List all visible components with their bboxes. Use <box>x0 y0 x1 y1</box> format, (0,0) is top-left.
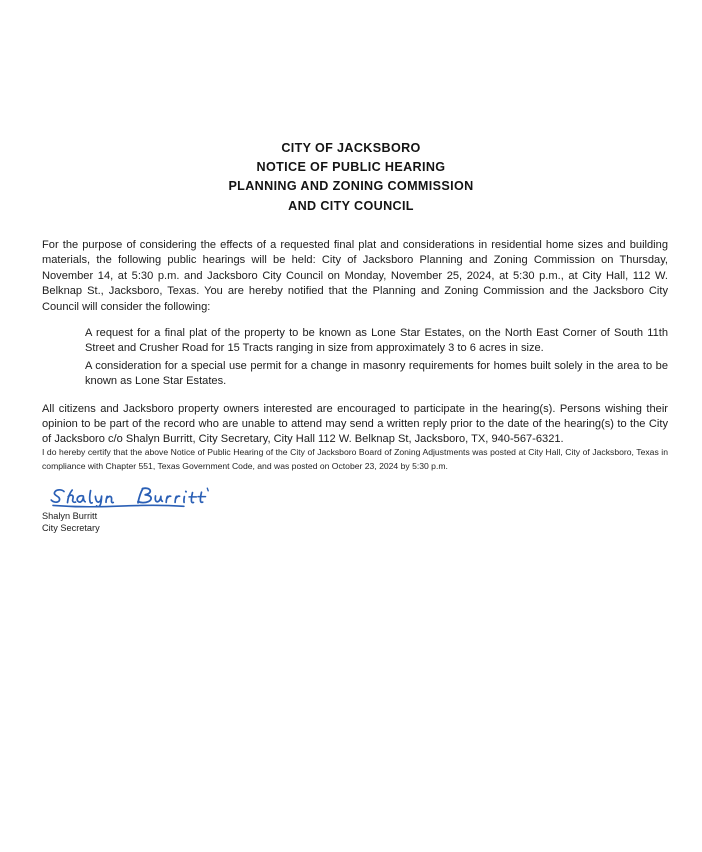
heading-line-commission: PLANNING AND ZONING COMMISSION <box>228 179 474 194</box>
paragraph-certification: I do hereby certify that the above Notice of Public Hearing of the City of Jacksboro Board of Zoning Adjustments was posted at City Hall, City of Jacksboro, Texas in compliance with Chapter 551, Texas Government Code, and was posted on October 23, 2024 by 5:30 p.m. <box>42 447 668 471</box>
certification-block <box>42 446 668 473</box>
signature-printed-name: Shalyn Burritt <box>42 511 98 521</box>
signature-block <box>42 485 342 534</box>
document-heading <box>0 139 702 216</box>
paragraph-participation: All citizens and Jacksboro property owners interested are encouraged to participate in the hearing(s). Persons wishing their opinion to be part of the record who are unable to attend may send a written reply prior to the date of the hearing(s) to the City of Jacksboro c/o Shalyn Burritt, City Secretary, City Hall 112 W. Belknap St, Jacksboro, TX, 940-567-6321. <box>42 402 668 446</box>
handwritten-signature <box>42 485 232 511</box>
spacer <box>42 390 668 402</box>
heading-line-council: AND CITY COUNCIL <box>288 198 414 213</box>
heading-line-city: CITY OF JACKSBORO <box>281 141 421 155</box>
paragraph-item-one: A request for a final plat of the property to be known as Lone Star Estates, on the North East Corner of South 11th Street and Crusher Road for 15 Tracts ranging in size from approximately 3 to 6 acres in size. <box>85 327 668 355</box>
signature-title: City Secretary <box>42 522 100 533</box>
document-body <box>42 238 668 448</box>
spacer <box>42 315 668 326</box>
heading-line-notice: NOTICE OF PUBLIC HEARING <box>256 160 446 175</box>
paragraph-item-two: A consideration for a special use permit for a change in masonry requirements for homes built solely in the area to be known as Lone Star Estates. <box>85 359 668 388</box>
paragraph-purpose: For the purpose of considering the effects of a requested final plat and considerations in residential home sizes and building materials, the following public hearings will be held: City of Jacksboro Planning and Zoning Commission on Thursday, November 14, at 5:30 p.m. and Jacksboro City Council on Monday, November 25, 2024, at 5:30 p.m., at City Hall, 112 W. Belknap St., Jacksboro, Texas. You are hereby notified that the Planning and Zoning Commission and the Jacksboro City Council will consider the following: <box>42 239 668 313</box>
